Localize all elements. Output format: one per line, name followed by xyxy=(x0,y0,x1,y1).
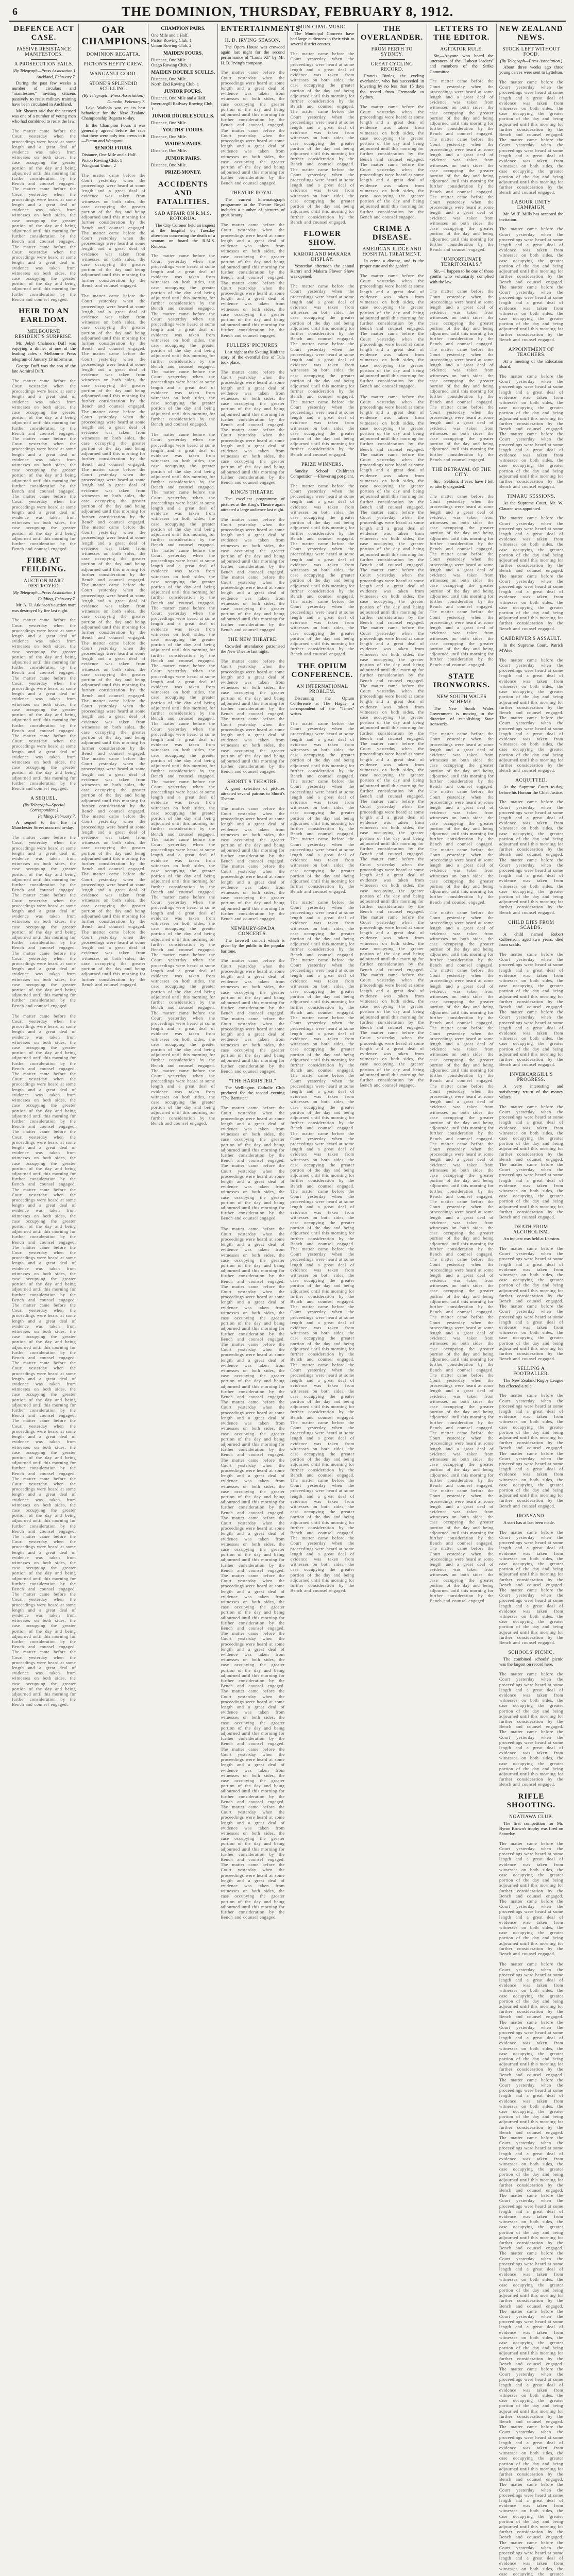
rule-divider xyxy=(379,44,405,45)
article-deck: A PROSECUTION FAILS. xyxy=(14,62,74,67)
article-paragraph: About three weeks ago three young calves were sent to Lyttelton. xyxy=(499,64,563,75)
body-text: The matter came before the Court yesterday when the proceedings were heard at some length and a great deal of evidence was taken from witnesses on both sides, the case occupying the greater portion of the day and being adjourned until this morning for further consideration by the Bench and counsel engaged. The matter came before the Court yesterday when the proceedings were heard at some length and a great deal of evidence was taken from witnesses on both sides, the case occupying the greater portion of the day and being adjourned until this morning for further consideration by the Bench and counsel engaged. xyxy=(499,79,563,195)
result-line: One Mile and a Half. xyxy=(151,32,189,38)
article-paragraph: The Municipal Concerts have had large audiences in their visit to several district centres. xyxy=(290,31,354,47)
article xyxy=(499,1225,563,1361)
column-4 xyxy=(218,24,303,1920)
body-text: The matter came before the Court yesterday when the proceedings were heard at some length and a great deal of evidence was taken from witnesses on both sides, the case occupying the greater portion of the day and being adjourned until this morning for further consideration by the Bench and counsel engaged. The matter came before the Court yesterday when the proceedings were heard at some length and a great deal of evidence was taken from witnesses on both sides, the case occupying the greater portion of the day and being adjourned until this morning for further consideration by the Bench and counsel engaged. xyxy=(81,172,146,288)
article xyxy=(499,1650,563,1787)
article-deck: "THE HARRISTER." xyxy=(229,1078,277,1084)
body-text: The matter came before the Court yesterday when the proceedings were heard at some length and a great deal of evidence was taken from witnesses on both sides, the case occupying the greater portion of the day and being adjourned until this morning for further consideration by the Bench and counsel engaged. The matter came before the Court yesterday when the proceedings were heard at some length and a great deal of evidence was taken from witnesses on both sides, the case occupying the greater portion of the day and being adjourned until this morning for further consideration by the Bench and counsel engaged. The matter came before the Court yesterday when the proceedings were heard at some length and a great deal of evidence was taken from witnesses on both sides, the case occupying the greater portion of the day and being adjourned until this morning for further consideration by the Bench and counsel engaged. The matter came before the Court yesterday when the proceedings were heard at some length and a great deal of evidence was taken from witnesses on both sides, the case occupying the greater portion of the day and being adjourned until this morning for further consideration by the Bench and counsel engaged. The matter came before the Court yesterday when the proceedings were heard at some length and a great deal of evidence was taken from witnesses on both sides, the case occupying the greater portion of the day and being adjourned until this morning for further consideration by the Bench and counsel engaged. The matter came before the Court yesterday when the proceedings were heard at some length and a great deal of evidence was taken from witnesses on both sides, the case occupying the greater portion of the day and being adjourned until this morning for further consideration by the Bench and counsel engaged. The matter came before the Court yesterday when the proceedings were heard at some length and a great deal of evidence was taken from witnesses on both sides, the case occupying the greater portion of the day and being adjourned until this morning for further consideration by the Bench and counsel engaged. The matter came before the Court yesterday when the proceedings were heard at some length and a great deal of evidence was taken from witnesses on both sides, the case occupying the greater portion of the day and being adjourned until this morning for further consideration by the Bench and counsel engaged. The matter came before the Court yesterday when the proceedings were heard at some length and a great deal of evidence was taken from witnesses on both sides, the case occupying the greater portion of the day and being adjourned until this morning for further consideration by the Bench and counsel engaged. The matter came before the Court yesterday when the proceedings were heard at some length and a great deal of evidence was taken from witnesses on both sides, the case occupying the greater portion of the day and being adjourned until this morning for further consideration by the Bench and counsel engaged. The matter came before the Court yesterday when the proceedings were heard at some length and a great deal of evidence was taken from witnesses on both sides, the case occupying the greater portion of the day and being adjourned until this morning for further consideration by the Bench and counsel engaged. The matter came before the Court yesterday when the proceedings were heard at some length and a great deal of evidence was taken from witnesses on both sides, the case occupying the greater portion of the day and being adjourned until this morning for further consideration by the Bench and counsel engaged. xyxy=(12,1013,76,1707)
body-text: The matter came before the Court yesterday when the proceedings were heard at some length and a great deal of evidence was taken from witnesses on both sides, the case occupying the greater portion of the day and being adjourned until this morning for further consideration by the Bench and counsel engaged. The matter came before the Court yesterday when the proceedings were heard at some length and a great deal of evidence was taken from witnesses on both sides, the case occupying the greater portion of the day and being adjourned until this morning for further consideration by the Bench and counsel engaged. xyxy=(221,516,285,632)
results-list xyxy=(151,76,215,87)
result-line: Distance, One Mile and a Half. xyxy=(81,152,137,158)
body-text: The matter came before the Court yesterday when the proceedings were heard at some length and a great deal of evidence was taken from witnesses on both sides, the case occupying the greater portion of the day and being adjourned until this morning for further consideration by the Bench and counsel engaged. The matter came before the Court yesterday when the proceedings were heard at some length and a great deal of evidence was taken from witnesses on both sides, the case occupying the greater portion of the day and being adjourned until this morning for further consideration by the Bench and counsel engaged. xyxy=(499,1104,563,1219)
article-deck: KARORI AND MAKARA DISPLAY. xyxy=(293,251,351,262)
results-heading: MAIDEN FOURS. xyxy=(163,50,203,56)
article-paragraph: The Opera House was crowded again last night for the second performance of "Louis XI" by Mr. H. B. Irving's company. xyxy=(221,44,285,65)
body-text: The matter came before the Court yesterday when the proceedings were heard at some length and a great deal of evidence was taken from witnesses on both sides, the case occupying the greater portion of the day and being adjourned until this morning for further consideration by the Bench and counsel engaged. The matter came before the Court yesterday when the proceedings were heard at some length and a great deal of evidence was taken from witnesses on both sides, the case occupying the greater portion of the day and being adjourned until this morning for further consideration by the Bench and counsel engaged. xyxy=(499,952,563,1067)
article-deck: FROM PERTH TO SYDNEY. xyxy=(371,47,413,57)
article-deck: NEWBURY-SPADA CONCERTS. xyxy=(230,926,275,937)
body-text: The matter came before the Court yesterday when the proceedings were heard at some length and a great deal of evidence was taken from witnesses on both sides, the case occupying the greater portion of the day and being adjourned until this morning for further consideration by the Bench and counsel engaged. The matter came before the Court yesterday when the proceedings were heard at some length and a great deal of evidence was taken from witnesses on both sides, the case occupying the greater portion of the day and being adjourned until this morning for further consideration by the Bench and counsel engaged. xyxy=(221,222,285,338)
body-text: The matter came before the Court yesterday when the proceedings were heard at some length and a great deal of evidence was taken from witnesses on both sides, the case occupying the greater portion of the day and being adjourned until this morning for further consideration by the Bench and counsel engaged. The matter came before the Court yesterday when the proceedings were heard at some length and a great deal of evidence was taken from witnesses on both sides, the case occupying the greater portion of the day and being adjourned until this morning for further consideration by the Bench and counsel engaged. The matter came before the Court yesterday when the proceedings were heard at some length and a great deal of evidence was taken from witnesses on both sides, the case occupying the greater portion of the day and being adjourned until this morning for further consideration by the Bench and counsel engaged. xyxy=(429,78,494,252)
article-deck: THE NEW THEATRE. xyxy=(227,637,278,643)
article-byline: (By Telegraph—Press Association.) xyxy=(500,58,563,63)
results-list xyxy=(151,32,215,48)
result-line: North End Rowing Club, 1 xyxy=(151,81,199,87)
body-text: The matter came before the Court yesterday when the proceedings were heard at some length and a great deal of evidence was taken from witnesses on both sides, the case occupying the greater portion of the day and being adjourned until this morning for further consideration by the Bench and counsel engaged. The matter came before the Court yesterday when the proceedings were heard at some length and a great deal of evidence was taken from witnesses on both sides, the case occupying the greater portion of the day and being adjourned until this morning for further consideration by the Bench and counsel engaged. The matter came before the Court yesterday when the proceedings were heard at some length and a great deal of evidence was taken from witnesses on both sides, the case occupying the greater portion of the day and being adjourned until this morning for further consideration by the Bench and counsel engaged. xyxy=(12,128,76,302)
article-deck: PICTON'S HEFTY CREW. xyxy=(83,62,143,67)
article-deck: STONE'S SPLENDID SCULLING. xyxy=(89,81,138,92)
article-paragraph: A very interesting and satisfactory return of the money values. xyxy=(499,1083,563,1099)
article-headline: STATE IRONWORKS. xyxy=(433,672,491,689)
column-content xyxy=(499,25,563,2576)
article xyxy=(499,200,563,342)
results-heading: JUNIOR DOUBLE SCULLS. xyxy=(152,114,214,120)
newspaper-columns xyxy=(9,24,566,2576)
article-deck: TIMARU SESSIONS. xyxy=(507,494,555,500)
results-list xyxy=(81,152,145,168)
result-line: Wanganui Union, 2 xyxy=(81,162,116,168)
article-deck: SAD AFFAIR ON R.M.S. ROTORUA. xyxy=(155,211,212,222)
article-deck: PRIZE WINNERS. xyxy=(301,462,344,467)
article xyxy=(430,467,494,667)
article-deck: MELBOURNE RESIDENT'S SURPRISE. xyxy=(15,329,73,340)
body-text: The matter came before the Court yesterday when the proceedings were heard at some length and a great deal of evidence was taken from witnesses on both sides, the case occupying the greater portion of the day and being adjourned until this morning for further consideration by the Bench and counsel engaged. The matter came before the Court yesterday when the proceedings were heard at some length and a great deal of evidence was taken from witnesses on both sides, the case occupying the greater portion of the day and being adjourned until this morning for further consideration by the Bench and counsel engaged. xyxy=(499,1245,563,1362)
article-headline: OAR CHAMPIONS. xyxy=(81,25,150,47)
body-text: The matter came before the Court yesterday when the proceedings were heard at some length and a great deal of evidence was taken from witnesses on both sides, the case occupying the greater portion of the day and being adjourned until this morning for further consideration by the Bench and counsel engaged. The matter came before the Court yesterday when the proceedings were heard at some length and a great deal of evidence was taken from witnesses on both sides, the case occupying the greater portion of the day and being adjourned until this morning for further consideration by the Bench and counsel engaged. The matter came before the Court yesterday when the proceedings were heard at some length and a great deal of evidence was taken from witnesses on both sides, the case occupying the greater portion of the day and being adjourned until this morning for further consideration by the Bench and counsel engaged. xyxy=(151,253,215,427)
rule-divider xyxy=(100,49,126,50)
rule-divider xyxy=(518,44,544,45)
result-line: Distance, One Mile. xyxy=(151,162,187,167)
result-line: Distance, One Mile. xyxy=(151,120,187,126)
article-paragraph: The Wellington Catholic Club produced for the second evening "The Barrister." xyxy=(221,1084,285,1101)
article-byline: (By Telegraph—Special Correspondent.) xyxy=(23,802,65,813)
article-paragraph: Yesterday afternoon the annual Karori and Makara Flower Show was opened. xyxy=(290,263,354,279)
article-deck: MUNICIPAL MUSIC. xyxy=(298,25,347,30)
body-text: The matter came before the Court yesterday when the proceedings were heard at some length and a great deal of evidence was taken from witnesses on both sides, the case occupying the greater portion of the day and being adjourned until this morning for further consideration by the Bench and counsel engaged. The matter came before the Court yesterday when the proceedings were heard at some length and a great deal of evidence was taken from witnesses on both sides, the case occupying the greater portion of the day and being adjourned until this morning for further consideration by the Bench and counsel engaged. xyxy=(499,1671,563,1787)
body-text: The matter came before the Court yesterday when the proceedings were heard at some length and a great deal of evidence was taken from witnesses on both sides, the case occupying the greater portion of the day and being adjourned until this morning for further consideration by the Bench and counsel engaged. The matter came before the Court yesterday when the proceedings were heard at some length and a great deal of evidence was taken from witnesses on both sides, the case occupying the greater portion of the day and being adjourned until this morning for further consideration by the Bench and counsel engaged. The matter came before the Court yesterday when the proceedings were heard at some length and a great deal of evidence was taken from witnesses on both sides, the case occupying the greater portion of the day and being adjourned until this morning for further consideration by the Bench and counsel engaged. xyxy=(429,494,494,667)
body-text: The matter came before the Court yesterday when the proceedings were heard at some length and a great deal of evidence was taken from witnesses on both sides, the case occupying the greater portion of the day and being adjourned until this morning for further consideration by the Bench and counsel engaged. The matter came before the Court yesterday when the proceedings were heard at some length and a great deal of evidence was taken from witnesses on both sides, the case occupying the greater portion of the day and being adjourned until this morning for further consideration by the Bench and counsel engaged. xyxy=(221,1105,285,1221)
rule-divider xyxy=(31,576,57,577)
article-paragraph: The combined schools' picnic was the largest on record here. xyxy=(499,1656,563,1667)
article-deck: APPOINTMENT OF TEACHERS. xyxy=(508,347,554,358)
article-paragraph: In the Champion Fours it was generally agreed before the race that there were only two crews in it—Picton and Wanganui. xyxy=(81,122,146,144)
body-text: The matter came before the Court yesterday when the proceedings were heard at some length and a great deal of evidence was taken from witnesses on both sides, the case occupying the greater portion of the day and being adjourned until this morning for further consideration by the Bench and counsel engaged. The matter came before the Court yesterday when the proceedings were heard at some length and a great deal of evidence was taken from witnesses on both sides, the case occupying the greater portion of the day and being adjourned until this morning for further consideration by the Bench and counsel engaged. The matter came before the Court yesterday when the proceedings were heard at some length and a great deal of evidence was taken from witnesses on both sides, the case occupying the greater portion of the day and being adjourned until this morning for further consideration by the Bench and counsel engaged. xyxy=(290,483,354,657)
results-heading: SENIOR FOURS. xyxy=(94,146,132,151)
article-dateline: Feilding, February 7. xyxy=(38,596,76,602)
article xyxy=(12,556,76,791)
article-headline: NEW ZEALAND NEWS. xyxy=(499,25,563,42)
article-paragraph: Sunday School Children's Competition.—Flowering pot plant. xyxy=(290,468,354,479)
article-headline: LETTERS TO THE EDITOR. xyxy=(433,25,490,42)
body-text: The matter came before the Court yesterday when the proceedings were heard at some length and a great deal of evidence was taken from witnesses on both sides, the case occupying the greater portion of the day and being adjourned until this morning for further consideration by the Bench and counsel engaged. The matter came before the Court yesterday when the proceedings were heard at some length and a great deal of evidence was taken from witnesses on both sides, the case occupying the greater portion of the day and being adjourned until this morning for further consideration by the Bench and counsel engaged. The matter came before the Court yesterday when the proceedings were heard at some length and a great deal of evidence was taken from witnesses on both sides, the case occupying the greater portion of the day and being adjourned until this morning for further consideration by the Bench and counsel engaged. The matter came before the Court yesterday when the proceedings were heard at some length and a great deal of evidence was taken from witnesses on both sides, the case occupying the greater portion of the day and being adjourned until this morning for further consideration by the Bench and counsel engaged. The matter came before the Court yesterday when the proceedings were heard at some length and a great deal of evidence was taken from witnesses on both sides, the case occupying the greater portion of the day and being adjourned until this morning for further consideration by the Bench and counsel engaged. The matter came before the Court yesterday when the proceedings were heard at some length and a great deal of evidence was taken from witnesses on both sides, the case occupying the greater portion of the day and being adjourned until this morning for further consideration by the Bench and counsel engaged. The matter came before the Court yesterday when the proceedings were heard at some length and a great deal of evidence was taken from witnesses on both sides, the case occupying the greater portion of the day and being adjourned until this morning for further consideration by the Bench and counsel engaged. The matter came before the Court yesterday when the proceedings were heard at some length and a great deal of evidence was taken from witnesses on both sides, the case occupying the greater portion of the day and being adjourned until this morning for further consideration by the Bench and counsel engaged. The matter came before the Court yesterday when the proceedings were heard at some length and a great deal of evidence was taken from witnesses on both sides, the case occupying the greater portion of the day and being adjourned until this morning for further consideration by the Bench and counsel engaged. The matter came before the Court yesterday when the proceedings were heard at some length and a great deal of evidence was taken from witnesses on both sides, the case occupying the greater portion of the day and being adjourned until this morning for further consideration by the Bench and counsel engaged. The matter came before the Court yesterday when the proceedings were heard at some length and a great deal of evidence was taken from witnesses on both sides, the case occupying the greater portion of the day and being adjourned until this morning for further consideration by the Bench and counsel engaged. The matter came before the Court yesterday when the proceedings were heard at some length and a great deal of evidence was taken from witnesses on both sides, the case occupying the greater portion of the day and being adjourned until this morning for further consideration by the Bench and counsel engaged. xyxy=(221,1226,285,1920)
article xyxy=(81,25,150,288)
body-text: The matter came before the Court yesterday when the proceedings were heard at some length and a great deal of evidence was taken from witnesses on both sides, the case occupying the greater portion of the day and being adjourned until this morning for further consideration by the Bench and counsel engaged. The matter came before the Court yesterday when the proceedings were heard at some length and a great deal of evidence was taken from witnesses on both sides, the case occupying the greater portion of the day and being adjourned until this morning for further consideration by the Bench and counsel engaged. The matter came before the Court yesterday when the proceedings were heard at some length and a great deal of evidence was taken from witnesses on both sides, the case occupying the greater portion of the day and being adjourned until this morning for further consideration by the Bench and counsel engaged. The matter came before the Court yesterday when the proceedings were heard at some length and a great deal of evidence was taken from witnesses on both sides, the case occupying the greater portion of the day and being adjourned until this morning for further consideration by the Bench and counsel engaged. The matter came before the Court yesterday when the proceedings were heard at some length and a great deal of evidence was taken from witnesses on both sides, the case occupying the greater portion of the day and being adjourned until this morning for further consideration by the Bench and counsel engaged. The matter came before the Court yesterday when the proceedings were heard at some length and a great deal of evidence was taken from witnesses on both sides, the case occupying the greater portion of the day and being adjourned until this morning for further consideration by the Bench and counsel engaged. The matter came before the Court yesterday when the proceedings were heard at some length and a great deal of evidence was taken from witnesses on both sides, the case occupying the greater portion of the day and being adjourned until this morning for further consideration by the Bench and counsel engaged. The matter came before the Court yesterday when the proceedings were heard at some length and a great deal of evidence was taken from witnesses on both sides, the case occupying the greater portion of the day and being adjourned until this morning for further consideration by the Bench and counsel engaged. The matter came before the Court yesterday when the proceedings were heard at some length and a great deal of evidence was taken from witnesses on both sides, the case occupying the greater portion of the day and being adjourned until this morning for further consideration by the Bench and counsel engaged. The matter came before the Court yesterday when the proceedings were heard at some length and a great deal of evidence was taken from witnesses on both sides, the case occupying the greater portion of the day and being adjourned until this morning for further consideration by the Bench and counsel engaged. The matter came before the Court yesterday when the proceedings were heard at some length and a great deal of evidence was taken from witnesses on both sides, the case occupying the greater portion of the day and being adjourned until this morning for further consideration by the Bench and counsel engaged. The matter came before the Court yesterday when the proceedings were heard at some length and a great deal of evidence was taken from witnesses on both sides, the case occupying the greater portion of the day and being adjourned until this morning for further consideration by the Bench and counsel engaged. xyxy=(81,293,146,987)
article-deck: LABOUR UNITY CAMPAIGN. xyxy=(511,200,551,211)
article xyxy=(499,1366,563,1508)
body-text: The matter came before the Court yesterday when the proceedings were heard at some length and a great deal of evidence was taken from witnesses on both sides, the case occupying the greater portion of the day and being adjourned until this morning for further consideration by the Bench and counsel engaged. The matter came before the Court yesterday when the proceedings were heard at some length and a great deal of evidence was taken from witnesses on both sides, the case occupying the greater portion of the day and being adjourned until this morning for further consideration by the Bench and counsel engaged. xyxy=(221,369,285,485)
article-paragraph: The New South Wales Government is moving in the direction of establishing State ironworks. xyxy=(429,705,494,727)
article-headline: THE OVERLANDER. xyxy=(360,25,424,42)
article xyxy=(499,1072,563,1219)
result-line: Distance, One Mile. xyxy=(151,57,187,62)
body-text: The matter came before the Court yesterday when the proceedings were heard at some length and a great deal of evidence was taken from witnesses on both sides, the case occupying the greater portion of the day and being adjourned until this morning for further consideration by the Bench and counsel engaged. The matter came before the Court yesterday when the proceedings were heard at some length and a great deal of evidence was taken from witnesses on both sides, the case occupying the greater portion of the day and being adjourned until this morning for further consideration by the Bench and counsel engaged. The matter came before the Court yesterday when the proceedings were heard at some length and a great deal of evidence was taken from witnesses on both sides, the case occupying the greater portion of the day and being adjourned until this morning for further consideration by the Bench and counsel engaged. xyxy=(429,731,494,905)
article-deck: ACQUITTED. xyxy=(515,778,547,784)
column-1 xyxy=(9,24,79,1707)
article-deck: GREAT CYCLING RECORD. xyxy=(370,62,413,72)
results-list xyxy=(151,162,215,167)
article-paragraph: A child named Robert Culbertson, aged two years, died from scalds. xyxy=(499,931,563,947)
article-paragraph: Mr. W. T. Mills has accepted the invitation. xyxy=(499,211,563,222)
article xyxy=(499,636,563,773)
paper-name: THE DOMINION, xyxy=(121,4,237,19)
result-line: Distance, One Mile. xyxy=(151,76,187,82)
rule-divider xyxy=(100,69,126,70)
body-text: The matter came before the Court yesterday when the proceedings were heard at some length and a great deal of evidence was taken from witnesses on both sides, the case occupying the greater portion of the day and being adjourned until this morning for further consideration by the Bench and counsel engaged. The matter came before the Court yesterday when the proceedings were heard at some length and a great deal of evidence was taken from witnesses on both sides, the case occupying the greater portion of the day and being adjourned until this morning for further consideration by the Bench and counsel engaged. The matter came before the Court yesterday when the proceedings were heard at some length and a great deal of evidence was taken from witnesses on both sides, the case occupying the greater portion of the day and being adjourned until this morning for further consideration by the Bench and counsel engaged. The matter came before the Court yesterday when the proceedings were heard at some length and a great deal of evidence was taken from witnesses on both sides, the case occupying the greater portion of the day and being adjourned until this morning for further consideration by the Bench and counsel engaged. The matter came before the Court yesterday when the proceedings were heard at some length and a great deal of evidence was taken from witnesses on both sides, the case occupying the greater portion of the day and being adjourned until this morning for further consideration by the Bench and counsel engaged. The matter came before the Court yesterday when the proceedings were heard at some length and a great deal of evidence was taken from witnesses on both sides, the case occupying the greater portion of the day and being adjourned until this morning for further consideration by the Bench and counsel engaged. The matter came before the Court yesterday when the proceedings were heard at some length and a great deal of evidence was taken from witnesses on both sides, the case occupying the greater portion of the day and being adjourned until this morning for further consideration by the Bench and counsel engaged. The matter came before the Court yesterday when the proceedings were heard at some length and a great deal of evidence was taken from witnesses on both sides, the case occupying the greater portion of the day and being adjourned until this morning for further consideration by the Bench and counsel engaged. The matter came before the Court yesterday when the proceedings were heard at some length and a great deal of evidence was taken from witnesses on both sides, the case occupying the greater portion of the day and being adjourned until this morning for further consideration by the Bench and counsel engaged. The matter came before the Court yesterday when the proceedings were heard at some length and a great deal of evidence was taken from witnesses on both sides, the case occupying the greater portion of the day and being adjourned until this morning for further consideration by the Bench and counsel engaged. The matter came before the Court yesterday when the proceedings were heard at some length and a great deal of evidence was taken from witnesses on both sides, the case occupying the greater portion of the day and being adjourned until this morning for further consideration by the Bench and counsel engaged. The matter came before the Court yesterday when the proceedings were heard at some length and a great deal of evidence was taken from witnesses on both sides, the case occupying the greater portion of the day and being adjourned until this morning for further consideration by the Bench and counsel engaged. xyxy=(429,909,494,1604)
article-deck: "UNFORTUNATE TERRITORIALS." xyxy=(441,257,483,268)
body-text: The matter came before the Court yesterday when the proceedings were heard at some length and a great deal of evidence was taken from witnesses on both sides, the case occupying the greater portion of the day and being adjourned until this morning for further consideration by the Bench and counsel engaged. The matter came before the Court yesterday when the proceedings were heard at some length and a great deal of evidence was taken from witnesses on both sides, the case occupying the greater portion of the day and being adjourned until this morning for further consideration by the Bench and counsel engaged. xyxy=(221,958,285,1074)
body-text: The matter came before the Court yesterday when the proceedings were heard at some length and a great deal of evidence was taken from witnesses on both sides, the case occupying the greater portion of the day and being adjourned until this morning for further consideration by the Bench and counsel engaged. The matter came before the Court yesterday when the proceedings were heard at some length and a great deal of evidence was taken from witnesses on both sides, the case occupying the greater portion of the day and being adjourned until this morning for further consideration by the Bench and counsel engaged. xyxy=(499,373,563,489)
article-deck: CHILD DIES FROM SCALDS. xyxy=(508,920,554,930)
article-paragraph: In crime a disease, and is the proper cure and the gaoler? xyxy=(360,258,424,269)
column-content xyxy=(81,25,150,987)
article-paragraph: At the Supreme Court, Mr. W. Clausen was appointed. xyxy=(499,500,563,511)
body-text: The matter came before the Court yesterday when the proceedings were heard at some length and a great deal of evidence was taken from witnesses on both sides, the case occupying the greater portion of the day and being adjourned until this morning for further consideration by the Bench and counsel engaged. The matter came before the Court yesterday when the proceedings were heard at some length and a great deal of evidence was taken from witnesses on both sides, the case occupying the greater portion of the day and being adjourned until this morning for further consideration by the Bench and counsel engaged. xyxy=(499,799,563,915)
article-deck: PASSIVE RESISTANCE MANIFESTOES. xyxy=(16,47,71,57)
rule-divider xyxy=(100,59,126,60)
body-text: The matter came before the Court yesterday when the proceedings were heard at some length and a great deal of evidence was taken from witnesses on both sides, the case occupying the greater portion of the day and being adjourned until this morning for further consideration by the Bench and counsel engaged. The matter came before the Court yesterday when the proceedings were heard at some length and a great deal of evidence was taken from witnesses on both sides, the case occupying the greater portion of the day and being adjourned until this morning for further consideration by the Bench and counsel engaged. xyxy=(499,657,563,773)
article xyxy=(499,25,563,195)
body-text: The matter came before the Court yesterday when the proceedings were heard at some length and a great deal of evidence was taken from witnesses on both sides, the case occupying the greater portion of the day and being adjourned until this morning for further consideration by the Bench and counsel engaged. The matter came before the Court yesterday when the proceedings were heard at some length and a great deal of evidence was taken from witnesses on both sides, the case occupying the greater portion of the day and being adjourned until this morning for further consideration by the Bench and counsel engaged. The matter came before the Court yesterday when the proceedings were heard at some length and a great deal of evidence was taken from witnesses on both sides, the case occupying the greater portion of the day and being adjourned until this morning for further consideration by the Bench and counsel engaged. xyxy=(290,51,354,225)
body-text: The matter came before the Court yesterday when the proceedings were heard at some length and a great deal of evidence was taken from witnesses on both sides, the case occupying the greater portion of the day and being adjourned until this morning for further consideration by the Bench and counsel engaged. The matter came before the Court yesterday when the proceedings were heard at some length and a great deal of evidence was taken from witnesses on both sides, the case occupying the greater portion of the day and being adjourned until this morning for further consideration by the Bench and counsel engaged. The matter came before the Court yesterday when the proceedings were heard at some length and a great deal of evidence was taken from witnesses on both sides, the case occupying the greater portion of the day and being adjourned until this morning for further consideration by the Bench and counsel engaged. xyxy=(12,835,76,1008)
article-paragraph: Mr. Shearer said that the accused was one of a number of young men who had combined to resist the law. xyxy=(12,108,76,124)
article xyxy=(360,225,424,388)
article xyxy=(430,257,494,462)
article xyxy=(12,796,76,1008)
article-deck: AUCTION MART DESTROYED. xyxy=(24,579,64,589)
article-headline: DEFENCE ACT CASE. xyxy=(13,25,74,42)
article-paragraph: Last night at the Skating Rink the story of the eventful fate of Tula took place. xyxy=(221,349,285,365)
result-line: Distance, One Mile. xyxy=(151,148,187,154)
article xyxy=(499,494,563,631)
body-text: The matter came before the Court yesterday when the proceedings were heard at some length and a great deal of evidence was taken from witnesses on both sides, the case occupying the greater portion of the day and being adjourned until this morning for further consideration by the Bench and counsel engaged. The matter came before the Court yesterday when the proceedings were heard at some length and a great deal of evidence was taken from witnesses on both sides, the case occupying the greater portion of the day and being adjourned until this morning for further consideration by the Bench and counsel engaged. The matter came before the Court yesterday when the proceedings were heard at some length and a great deal of evidence was taken from witnesses on both sides, the case occupying the greater portion of the day and being adjourned until this morning for further consideration by the Bench and counsel engaged. xyxy=(12,617,76,791)
article xyxy=(430,25,494,252)
article xyxy=(221,191,284,338)
article-paragraph: George Duff was the son of the late Admiral Duff. xyxy=(12,363,76,374)
article-paragraph: The New Zealand Rugby League has effected a rule. xyxy=(499,1378,563,1388)
article-headline: HEIR TO AN EARLDOM. xyxy=(19,307,69,324)
results-heading: PRIZE-MONEY. xyxy=(165,170,201,175)
body-text: The matter came before the Court yesterday when the proceedings were heard at some length and a great deal of evidence was taken from witnesses on both sides, the case occupying the greater portion of the day and being adjourned until this morning for further consideration by the Bench and counsel engaged. The matter came before the Court yesterday when the proceedings were heard at some length and a great deal of evidence was taken from witnesses on both sides, the case occupying the greater portion of the day and being adjourned until this morning for further consideration by the Bench and counsel engaged. xyxy=(499,515,563,631)
body-text: The matter came before the Court yesterday when the proceedings were heard at some length and a great deal of evidence was taken from witnesses on both sides, the case occupying the greater portion of the day and being adjourned until this morning for further consideration by the Bench and counsel engaged. The matter came before the Court yesterday when the proceedings were heard at some length and a great deal of evidence was taken from witnesses on both sides, the case occupying the greater portion of the day and being adjourned until this morning for further consideration by the Bench and counsel engaged. The matter came before the Court yesterday when the proceedings were heard at some length and a great deal of evidence was taken from witnesses on both sides, the case occupying the greater portion of the day and being adjourned until this morning for further consideration by the Bench and counsel engaged. The matter came before the Court yesterday when the proceedings were heard at some length and a great deal of evidence was taken from witnesses on both sides, the case occupying the greater portion of the day and being adjourned until this morning for further consideration by the Bench and counsel engaged. The matter came before the Court yesterday when the proceedings were heard at some length and a great deal of evidence was taken from witnesses on both sides, the case occupying the greater portion of the day and being adjourned until this morning for further consideration by the Bench and counsel engaged. The matter came before the Court yesterday when the proceedings were heard at some length and a great deal of evidence was taken from witnesses on both sides, the case occupying the greater portion of the day and being adjourned until this morning for further consideration by the Bench and counsel engaged. The matter came before the Court yesterday when the proceedings were heard at some length and a great deal of evidence was taken from witnesses on both sides, the case occupying the greater portion of the day and being adjourned until this morning for further consideration by the Bench and counsel engaged. The matter came before the Court yesterday when the proceedings were heard at some length and a great deal of evidence was taken from witnesses on both sides, the case occupying the greater portion of the day and being adjourned until this morning for further consideration by the Bench and counsel engaged. The matter came before the Court yesterday when the proceedings were heard at some length and a great deal of evidence was taken from witnesses on both sides, the case occupying the greater portion of the day and being adjourned until this morning for further consideration by the Bench and counsel engaged. The matter came before the Court yesterday when the proceedings were heard at some length and a great deal of evidence was taken from witnesses on both sides, the case occupying the greater portion of the day and being adjourned until this morning for further consideration by the Bench and counsel engaged. The matter came before the Court yesterday when the proceedings were heard at some length and a great deal of evidence was taken from witnesses on both sides, the case occupying the greater xyxy=(499,1961,563,2576)
article xyxy=(291,662,354,894)
article-paragraph: During the past few weeks a number of circulars and "manifestoes" inviting citizens passively to resist military training have been circulated in Auckland. xyxy=(12,80,76,107)
article-deck: AGITATOR RULE. xyxy=(440,47,483,52)
body-text: The matter came before the Court yesterday when the proceedings were heard at some length and a great deal of evidence was taken from witnesses on both sides, the case occupying the greater portion of the day and being adjourned until this morning for further consideration by the Bench and counsel engaged. The matter came before the Court yesterday when the proceedings were heard at some length and a great deal of evidence was taken from witnesses on both sides, the case occupying the greater portion of the day and being adjourned until this morning for further consideration by the Bench and counsel engaged. xyxy=(499,1393,563,1509)
body-text: The matter came before the Court yesterday when the proceedings were heard at some length and a great deal of evidence was taken from witnesses on both sides, the case occupying the greater portion of the day and being adjourned until this morning for further consideration by the Bench and counsel engaged. The matter came before the Court yesterday when the proceedings were heard at some length and a great deal of evidence was taken from witnesses on both sides, the case occupying the greater portion of the day and being adjourned until this morning for further consideration by the Bench and counsel engaged. xyxy=(221,805,285,922)
result-line: Union Rowing Club, 2 xyxy=(151,43,192,48)
result-line: Invercargill Railway Rowing Club, 1 xyxy=(151,100,214,111)
article-paragraph: The City Coroner held an inquest at the hospital on Tuesday afternoon concerning the death of a seaman on board the R.M.S. Rotorua. xyxy=(151,222,215,249)
article xyxy=(221,779,284,922)
article xyxy=(499,347,563,489)
article xyxy=(151,180,215,427)
article-deck: IRONSAND. xyxy=(516,1513,546,1519)
body-text: The matter came before the Court yesterday when the proceedings were heard at some length and a great deal of evidence was taken from witnesses on both sides, the case occupying the greater portion of the day and being adjourned until this morning for further consideration by the Bench and counsel engaged. The matter came before the Court yesterday when the proceedings were heard at some length and a great deal of evidence was taken from witnesses on both sides, the case occupying the greater portion of the day and being adjourned until this morning for further consideration by the Bench and counsel engaged. xyxy=(221,658,285,774)
results-list xyxy=(151,134,215,139)
article xyxy=(291,230,354,457)
article-deck: AN INTERNATIONAL PROBLEM. xyxy=(296,684,348,694)
article xyxy=(360,25,424,219)
article-dateline: Feilding, February 7. xyxy=(38,814,76,819)
article-deck: WANGANUI GOOD. xyxy=(90,72,137,77)
body-text: The matter came before the Court yesterday when the proceedings were heard at some length and a great deal of evidence was taken from witnesses on both sides, the case occupying the greater portion of the day and being adjourned until this morning for further consideration by the Bench and counsel engaged. The matter came before the Court yesterday when the proceedings were heard at some length and a great deal of evidence was taken from witnesses on both sides, the case occupying the greater portion of the day and being adjourned until this morning for further consideration by the Bench and counsel engaged. xyxy=(499,1529,563,1645)
article-paragraph: The excellent programme of pictures at the King's Theatre again attracted a large audience last night. xyxy=(221,496,285,512)
article xyxy=(12,307,76,552)
masthead xyxy=(9,2,566,22)
article-headline: ENTERTAINMENTS. xyxy=(221,25,303,33)
article-deck: FULLERS' PICTURES. xyxy=(226,343,279,348)
article-paragraph: The farewell concert which is given by the public to the popular baritone. xyxy=(221,938,285,954)
rule-divider xyxy=(31,44,57,45)
result-line: Distance, One Mile and a Half. xyxy=(151,95,207,101)
body-text: The matter came before the Court yesterday when the proceedings were heard at some length and a great deal of evidence was taken from witnesses on both sides, the case occupying the greater portion of the day and being adjourned until this morning for further consideration by the Bench and counsel engaged. The matter came before the Court yesterday when the proceedings were heard at some length and a great deal of evidence was taken from witnesses on both sides, the case occupying the greater portion of the day and being adjourned until this morning for further consideration by the Bench and counsel engaged. The matter came before the Court yesterday when the proceedings were heard at some length and a great deal of evidence was taken from witnesses on both sides, the case occupying the greater portion of the day and being adjourned until this morning for further consideration by the Bench and counsel engaged. xyxy=(290,283,354,457)
article-paragraph: Crowded attendance patronised the New Theatre last night. xyxy=(221,643,285,654)
article-paragraph: Sir,—Anyone who heard the utterances of the "Labour leaders" and members of the Strike Committee. xyxy=(429,53,494,74)
article-paragraph: Discussing the Opium Conference at The Hague, a correspondent of the "Times" writes. xyxy=(290,695,354,717)
article xyxy=(291,25,354,225)
article-deck: NGATIAWA CLUB. xyxy=(509,1814,553,1820)
rule-divider xyxy=(310,249,335,250)
article-paragraph: Mr. A. H. Atkinson's auction mart was destroyed by fire last night. xyxy=(12,602,76,613)
issue-date: THURSDAY, FEBRUARY 8, 1912. xyxy=(240,4,454,19)
article-deck: THE BETRAYAL OF THE CITY. xyxy=(432,467,491,478)
result-line: Picton Rowing Club, 1 xyxy=(81,157,122,163)
article-deck: NEW SOUTH WALES SCHEME. xyxy=(436,694,487,705)
body-text: The matter came before the Court yesterday when the proceedings were heard at some length and a great deal of evidence was taken from witnesses on both sides, the case occupying the greater portion of the day and being adjourned until this morning for further consideration by the Bench and counsel engaged. The matter came before the Court yesterday when the proceedings were heard at some length and a great deal of evidence was taken from witnesses on both sides, the case occupying the greater portion of the day and being adjourned until this morning for further consideration by the Bench and counsel engaged. The matter came before the Court yesterday when the proceedings were heard at some length and a great deal of evidence was taken from witnesses on both sides, the case occupying the greater portion of the day and being adjourned until this morning for further consideration by the Bench and counsel engaged. xyxy=(12,378,76,552)
article-deck: DOMINION REGATTA. xyxy=(86,52,141,57)
article xyxy=(221,490,284,632)
article xyxy=(499,920,563,1067)
results-list xyxy=(151,57,215,67)
body-text: The matter came before the Court yesterday when the proceedings were heard at some length and a great deal of evidence was taken from witnesses on both sides, the case occupying the greater portion of the day and being adjourned until this morning for further consideration by the Bench and counsel engaged. The matter came before the Court yesterday when the proceedings were heard at some length and a great deal of evidence was taken from witnesses on both sides, the case occupying the greater portion of the day and being adjourned until this morning for further consideration by the Bench and counsel engaged. The matter came before the Court yesterday when the proceedings were heard at some length and a great deal of evidence was taken from witnesses on both sides, the case occupying the greater portion of the day and being adjourned until this morning for further consideration by the Bench and counsel engaged. xyxy=(290,720,354,894)
article-paragraph: A start has at last been made. xyxy=(503,1519,555,1525)
article-paragraph: Francis Birtles, the cycling overlander, who has succeeded in lowering by no less than 15 days the record from Fremantle to Sydney. xyxy=(360,73,424,99)
column-content xyxy=(429,25,494,1604)
results-heading: YOUTHS' FOURS. xyxy=(162,128,204,133)
article-paragraph: Sir,—Seldom, if ever, have I felt so utterly disgusted. xyxy=(429,479,494,489)
article-headline: FIRE AT FEILDING. xyxy=(21,556,66,574)
article-paragraph: A sequel to the fire in Manchester Street occurred to-day. xyxy=(12,820,76,831)
article xyxy=(221,926,284,1074)
column-3 xyxy=(148,24,218,1126)
column-content xyxy=(360,25,424,1088)
article-paragraph: A good selection of pictures attracted several patrons to Shortt's Theatre. xyxy=(221,785,285,801)
article-deck: THEATRE ROYAL. xyxy=(230,190,275,196)
article-paragraph: Lake Waihola was on its best behaviour for the New Zealand Championship Regatta to-day. xyxy=(81,105,146,121)
newspaper-title xyxy=(9,4,566,20)
article-byline: (By Telegraph—Press Association.) xyxy=(82,93,145,98)
article-paragraph: The first competition for Mr. Byron Brown's trophy was fired on Saturday. xyxy=(499,1820,563,1837)
body-text: The matter came before the Court yesterday when the proceedings were heard at some length and a great deal of evidence was taken from witnesses on both sides, the case occupying the greater portion of the day and being adjourned until this morning for further consideration by the Bench and counsel engaged. The matter came before the Court yesterday when the proceedings were heard at some length and a great deal of evidence was taken from witnesses on both sides, the case occupying the greater portion of the day and being adjourned until this morning for further consideration by the Bench and counsel engaged. The matter came before the Court yesterday when the proceedings were heard at some length and a great deal of evidence was taken from witnesses on both sides, the case occupying the greater portion of the day and being adjourned until this morning for further consideration by the Bench and counsel engaged. The matter came before the Court yesterday when the proceedings were heard at some length and a great deal of evidence was taken from witnesses on both sides, the case occupying the greater portion of the day and being adjourned until this morning for further consideration by the Bench and counsel engaged. The matter came before the Court yesterday when the proceedings were heard at some length and a great deal of evidence was taken from witnesses on both sides, the case occupying the greater portion of the day and being adjourned until this morning for further consideration by the Bench and counsel engaged. The matter came before the Court yesterday when the proceedings were heard at some length and a great deal of evidence was taken from witnesses on both sides, the case occupying the greater portion of the day and being adjourned until this morning for further consideration by the Bench and counsel engaged. The matter came before the Court yesterday when the proceedings were heard at some length and a great deal of evidence was taken from witnesses on both sides, the case occupying the greater portion of the day and being adjourned until this morning for further consideration by the Bench and counsel engaged. The matter came before the Court yesterday when the proceedings were heard at some length and a great deal of evidence was taken from witnesses on both sides, the case occupying the greater portion of the day and being adjourned until this morning for further consideration by the Bench and counsel engaged. The matter came before the Court yesterday when the proceedings were heard at some length and a great deal of evidence was taken from witnesses on both sides, the case occupying the greater portion of the day and being adjourned until this morning for further consideration by the Bench and counsel engaged. The matter came before the Court yesterday when the proceedings were heard at some length and a great deal of evidence was taken from witnesses on both sides, the case occupying the greater portion of the day and being adjourned until this morning for further consideration by the Bench and counsel engaged. The matter came before the Court yesterday when the proceedings were heard at some length and a great deal of evidence was taken from witnesses on both sides, the case occupying the greater portion of the day and being adjourned until this morning for further consideration by the Bench and counsel engaged. The matter came before the Court yesterday when the proceedings were heard at some length and a great deal of evidence was taken from witnesses on both sides, the case occupying the greater portion of the day and being adjourned until this morning for further consideration by the Bench and counsel engaged. xyxy=(290,899,354,1594)
column-content xyxy=(221,25,303,1920)
article-paragraph: An inquest was held at Leeston. xyxy=(503,1236,560,1242)
article-deck: SHORTT'S THEATRE. xyxy=(227,779,278,785)
result-line: Picton Rowing Club, 1 xyxy=(151,38,192,43)
rule-divider xyxy=(449,44,475,45)
article xyxy=(221,1079,284,1221)
article-deck: DEATH FROM ALCOHOLISM. xyxy=(513,1225,550,1235)
article-paragraph: At a meeting of the Education Board. xyxy=(499,358,563,369)
article-deck: KING'S THEATRE. xyxy=(230,490,275,496)
results-heading: MAIDEN PAIRS. xyxy=(164,142,202,147)
column-content xyxy=(12,25,76,1707)
article-byline: (By Telegraph—Press Association.) xyxy=(12,68,75,73)
article-deck: SELLING A FOOTBALLER. xyxy=(513,1366,549,1377)
article xyxy=(291,462,354,657)
article-deck: CABDRIVER'S ASSAULT. xyxy=(501,636,562,641)
rule-divider xyxy=(379,244,405,245)
article-deck: SCHOOLS' PICNIC. xyxy=(508,1650,554,1656)
result-line: Distance, One Mile. xyxy=(151,134,187,140)
column-5 xyxy=(288,24,358,1594)
article xyxy=(430,672,494,905)
article-headline: FLOWER SHOW. xyxy=(303,229,341,247)
column-7 xyxy=(427,24,497,1604)
body-text: The matter came before the Court yesterday when the proceedings were heard at some length and a great deal of evidence was taken from witnesses on both sides, the case occupying the greater portion of the day and being adjourned until this morning for further consideration by the Bench and counsel engaged. The matter came before the Court yesterday when the proceedings were heard at some length and a great deal of evidence was taken from witnesses on both sides, the case occupying the greater portion of the day and being adjourned until this morning for further consideration by the Bench and counsel engaged. xyxy=(360,273,424,389)
rule-divider xyxy=(31,59,57,60)
result-line: Otago Rowing Club, 1 xyxy=(151,62,192,67)
article xyxy=(221,637,284,774)
article-deck: STOCK LEFT WITHOUT FOOD. xyxy=(502,47,560,57)
body-text: The matter came before the Court yesterday when the proceedings were heard at some length and a great deal of evidence was taken from witnesses on both sides, the case occupying the greater portion of the day and being adjourned until this morning for further consideration by the Bench and counsel engaged. The matter came before the Court yesterday when the proceedings were heard at some length and a great deal of evidence was taken from witnesses on both sides, the case occupying the greater portion of the day and being adjourned until this morning for further consideration by the Bench and counsel engaged. The matter came before the Court yesterday when the proceedings were heard at some length and a great deal of evidence was taken from witnesses on both sides, the case occupying the greater portion of the day and being adjourned until this morning for further consideration by the Bench and counsel engaged. The matter came before the Court yesterday when the proceedings were heard at some length and a great deal of evidence was taken from witnesses on both sides, the case occupying the greater portion of the day and being adjourned until this morning for further consideration by the Bench and counsel engaged. The matter came before the Court yesterday when the proceedings were heard at some length and a great deal of evidence was taken from witnesses on both sides, the case occupying the greater portion of the day and being adjourned until this morning for further consideration by the Bench and counsel engaged. The matter came before the Court yesterday when the proceedings were heard at some length and a great deal of evidence was taken from witnesses on both sides, the case occupying the greater portion of the day and being adjourned until this morning for further consideration by the Bench and counsel engaged. The matter came before the Court yesterday when the proceedings were heard at some length and a great deal of evidence was taken from witnesses on both sides, the case occupying the greater portion of the day and being adjourned until this morning for further consideration by the Bench and counsel engaged. The matter came before the Court yesterday when the proceedings were heard at some length and a great deal of evidence was taken from witnesses on both sides, the case occupying the greater portion of the day and being adjourned until this morning for further consideration by the Bench and counsel engaged. The matter came before the Court yesterday when the proceedings were heard at some length and a great deal of evidence was taken from witnesses on both sides, the case occupying the greater portion of the day and being adjourned until this morning for further consideration by the Bench and counsel engaged. The matter came before the Court yesterday when the proceedings were heard at some length and a great deal of evidence was taken from witnesses on both sides, the case occupying the greater portion of the day and being adjourned until this morning for further consideration by the Bench and counsel engaged. The matter came before the Court yesterday when the proceedings were heard at some length and a great deal of evidence was taken from witnesses on both sides, the case occupying the greater portion of the day and being adjourned until this morning for further consideration by the Bench and counsel engaged. The matter came before the Court yesterday when the proceedings were heard at some length and a great deal of evidence was taken from witnesses on both sides, the case occupying the greater portion of the day and being adjourned until this morning for further consideration by the Bench and counsel engaged. xyxy=(151,432,215,1126)
body-text: The matter came before the Court yesterday when the proceedings were heard at some length and a great deal of evidence was taken from witnesses on both sides, the case occupying the greater portion of the day and being adjourned until this morning for further consideration by the Bench and counsel engaged. The matter came before the Court yesterday when the proceedings were heard at some length and a great deal of evidence was taken from witnesses on both sides, the case occupying the greater portion of the day and being adjourned until this morning for further consideration by the Bench and counsel engaged. xyxy=(499,1840,563,1957)
article-headline: THE OPIUM CONFERENCE. xyxy=(291,662,353,679)
body-text: The matter came before the Court yesterday when the proceedings were heard at some length and a great deal of evidence was taken from witnesses on both sides, the case occupying the greater portion of the day and being adjourned until this morning for further consideration by the Bench and counsel engaged. The matter came before the Court yesterday when the proceedings were heard at some length and a great deal of evidence was taken from witnesses on both sides, the case occupying the greater portion of the day and being adjourned until this morning for further consideration by the Bench and counsel engaged. xyxy=(221,70,285,185)
article-deck: INVERCARGILL'S PROGRESS. xyxy=(509,1072,553,1083)
article-headline: ACCIDENTS AND FATALITIES. xyxy=(157,180,210,206)
article-dateline: Dunedin, February 7. xyxy=(107,99,146,104)
body-text: The matter came before the Court yesterday when the proceedings were heard at some length and a great deal of evidence was taken from witnesses on both sides, the case occupying the greater portion of the day and being adjourned until this morning for further consideration by the Bench and counsel engaged. The matter came before the Court yesterday when the proceedings were heard at some length and a great deal of evidence was taken from witnesses on both sides, the case occupying the greater portion of the day and being adjourned until this morning for further consideration by the Bench and counsel engaged. The matter came before the Court yesterday when the proceedings were heard at some length and a great deal of evidence was taken from witnesses on both sides, the case occupying the greater portion of the day and being adjourned until this morning for further consideration by the Bench and counsel engaged. xyxy=(429,289,494,462)
article-headline: CRIME A DISEASE. xyxy=(372,225,412,242)
column-content xyxy=(290,25,354,1594)
article-paragraph: The current kinematograph programme at the Theatre Royal includes a number of pictures of great beauty. xyxy=(221,196,285,218)
rule-divider xyxy=(379,59,405,60)
column-content xyxy=(151,26,215,1126)
results-list xyxy=(151,95,215,111)
body-text: The matter came before the Court yesterday when the proceedings were heard at some length and a great deal of evidence was taken from witnesses on both sides, the case occupying the greater portion of the day and being adjourned until this morning for further consideration by the Bench and counsel engaged. The matter came before the Court yesterday when the proceedings were heard at some length and a great deal of evidence was taken from witnesses on both sides, the case occupying the greater portion of the day and being adjourned until this morning for further consideration by the Bench and counsel engaged. The matter came before the Court yesterday when the proceedings were heard at some length and a great deal of evidence was taken from witnesses on both sides, the case occupying the greater portion of the day and being adjourned until this morning for further consideration by the Bench and counsel engaged. The matter came before the Court yesterday when the proceedings were heard at some length and a great deal of evidence was taken from witnesses on both sides, the case occupying the greater portion of the day and being adjourned until this morning for further consideration by the Bench and counsel engaged. The matter came before the Court yesterday when the proceedings were heard at some length and a great deal of evidence was taken from witnesses on both sides, the case occupying the greater portion of the day and being adjourned until this morning for further consideration by the Bench and counsel engaged. The matter came before the Court yesterday when the proceedings were heard at some length and a great deal of evidence was taken from witnesses on both sides, the case occupying the greater portion of the day and being adjourned until this morning for further consideration by the Bench and counsel engaged. The matter came before the Court yesterday when the proceedings were heard at some length and a great deal of evidence was taken from witnesses on both sides, the case occupying the greater portion of the day and being adjourned until this morning for further consideration by the Bench and counsel engaged. The matter came before the Court yesterday when the proceedings were heard at some length and a great deal of evidence was taken from witnesses on both sides, the case occupying the greater portion of the day and being adjourned until this morning for further consideration by the Bench and counsel engaged. The matter came before the Court yesterday when the proceedings were heard at some length and a great deal of evidence was taken from witnesses on both sides, the case occupying the greater portion of the day and being adjourned until this morning for further consideration by the Bench and counsel engaged. The matter came before the Court yesterday when the proceedings were heard at some length and a great deal of evidence was taken from witnesses on both sides, the case occupying the greater portion of the day and being adjourned until this morning for further consideration by the Bench and counsel engaged. The matter came before the Court yesterday when the proceedings were heard at some length and a great deal of evidence was taken from witnesses on both sides, the case occupying the greater portion of the day and being adjourned until this morning for further consideration by the Bench and counsel engaged. The matter came before the Court yesterday when the proceedings were heard at some length and a great deal of evidence was taken from witnesses on both sides, the case occupying the greater portion of the day and being adjourned until this morning for further consideration by the Bench and counsel engaged. xyxy=(360,394,424,1088)
body-text: The matter came before the Court yesterday when the proceedings were heard at some length and a great deal of evidence was taken from witnesses on both sides, the case occupying the greater portion of the day and being adjourned until this morning for further consideration by the Bench and counsel engaged. The matter came before the Court yesterday when the proceedings were heard at some length and a great deal of evidence was taken from witnesses on both sides, the case occupying the greater portion of the day and being adjourned until this morning for further consideration by the Bench and counsel engaged. xyxy=(499,226,563,342)
article-headline: RIFLE SHOOTING. xyxy=(507,1792,556,1809)
results-list xyxy=(151,120,215,125)
article-paragraph: At the Supreme Court to-day, before his Honour the Chief Justice. xyxy=(499,784,563,795)
article xyxy=(151,26,215,175)
results-heading: CHAMPION PAIRS. xyxy=(161,26,206,31)
results-heading: JUNIOR FOURS. xyxy=(164,89,202,95)
column-8 xyxy=(497,24,566,2576)
article xyxy=(499,778,563,914)
body-text: The matter came before the Court yesterday when the proceedings were heard at some length and a great deal of evidence was taken from witnesses on both sides, the case occupying the greater portion of the day and being adjourned until this morning for further consideration by the Bench and counsel engaged. The matter came before the Court yesterday when the proceedings were heard at some length and a great deal of evidence was taken from witnesses on both sides, the case occupying the greater portion of the day and being adjourned until this morning for further consideration by the Bench and counsel engaged. xyxy=(360,104,424,219)
article xyxy=(499,1514,563,1645)
article-deck: A SEQUEL. xyxy=(30,796,58,802)
article-paragraph: In the Supreme Court, Patrick M'Alee. xyxy=(499,642,563,653)
results-heading: MAIDEN DOUBLE SCULLS. xyxy=(151,70,215,76)
article xyxy=(221,343,284,485)
article-byline: (By Telegraph—Press Association.) xyxy=(12,590,75,596)
column-2 xyxy=(79,24,150,987)
results-list xyxy=(151,148,215,153)
article-paragraph: Sir,—I happen to be one of those youths who voluntarily complied with the law. xyxy=(429,268,494,284)
article-deck: H. D. IRVING SEASON. xyxy=(225,38,281,43)
page-number: 6 xyxy=(12,6,18,18)
article xyxy=(12,25,76,302)
article-paragraph: Mr. Jekyl Chalmers Duff was enjoying a dinner at one of the leading cafes a Melbourne Press telegram of January 13 informs us. xyxy=(12,340,76,362)
article-dateline: Auckland, February 7. xyxy=(36,74,76,79)
article xyxy=(221,25,303,185)
results-heading: JUNIOR PAIRS. xyxy=(165,156,201,161)
article-deck: AMERICAN JUDGE AND HOSPITAL TREATMENT. xyxy=(362,247,422,258)
column-6 xyxy=(358,24,427,1088)
article xyxy=(499,1792,563,1957)
